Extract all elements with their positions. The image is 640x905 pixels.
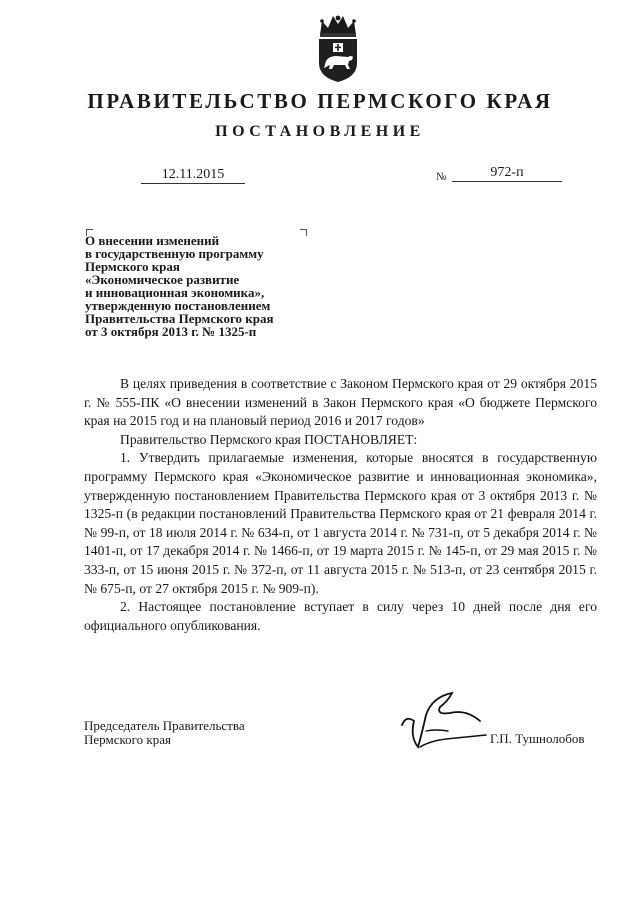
number-sign: № bbox=[436, 171, 447, 183]
subject-line: О внесении изменений bbox=[85, 233, 220, 248]
signatory-role-line: Председатель Правительства bbox=[84, 718, 245, 733]
signatory-role bbox=[84, 719, 245, 746]
subject-line: и инновационная экономика», bbox=[85, 285, 265, 300]
subject-line: от 3 октября 2013 г. № 1325-п bbox=[85, 324, 257, 339]
document-date: 12.11.2015 bbox=[141, 167, 245, 184]
organization-title: ПРАВИТЕЛЬСТВО ПЕРМСКОГО КРАЯ bbox=[87, 89, 553, 113]
signatory-name: Г.П. Тушнолобов bbox=[490, 731, 585, 746]
document-number: 972-п bbox=[452, 165, 562, 182]
document-body bbox=[84, 375, 597, 635]
body-paragraph-item-2: 2. Настоящее постановление вступает в силу через 10 дней после дня его официального опубликования. bbox=[84, 599, 597, 633]
subject-line: утвержденную постановлением bbox=[85, 298, 271, 313]
document-subject bbox=[85, 234, 345, 338]
subject-line: Пермского края bbox=[85, 259, 180, 274]
signatory-role-line: Пермского края bbox=[84, 731, 171, 747]
subject-line: Правительства Пермского края bbox=[85, 311, 274, 326]
handwritten-signature bbox=[396, 685, 488, 757]
body-paragraph-resolves: Правительство Пермского края ПОСТАНОВЛЯЕТ: bbox=[120, 431, 418, 447]
body-paragraph-preamble: В целях приведения в соответствие с Законом Пермского края от 29 октября 2015 г. № 555-ПК «О внесении изменений в Закон Пермского края «О бюджете Пермского края на 2015 год и на плановый период 2016 и 2017 годов» bbox=[84, 376, 597, 429]
document-type: ПОСТАНОВЛЕНИЕ bbox=[215, 123, 425, 140]
body-paragraph-item-1: 1. Утвердить прилагаемые изменения, которые вносятся в государственную программу Пермского края «Экономическое развитие и инновационная экономика», утвержденную постановлением Правительства Пермского края от 3 октября 2013 г. № 1325-п (в редакции постановлений Правительства Пермского края от 21 февраля 2014 г. № 99-п, от 18 июля 2014 г. № 634-п, от 1 августа 2014 г. № 731-п, от 5 декабря 2014 г. № 1401-п, от 17 декабря 2014 г. № 1466-п, от 19 марта 2015 г. № 145-п, от 29 мая 2015 г. № 333-п, от 15 июня 2015 г. № 372-п, от 11 августа 2015 г. № 513-п, от 23 сентября 2015 г. № 675-п, от 27 октября 2015 г. № 909-п). bbox=[84, 450, 597, 596]
subject-line: «Экономическое развитие bbox=[85, 272, 240, 287]
coat-of-arms-icon bbox=[314, 13, 362, 83]
subject-line: в государственную программу bbox=[85, 246, 264, 261]
